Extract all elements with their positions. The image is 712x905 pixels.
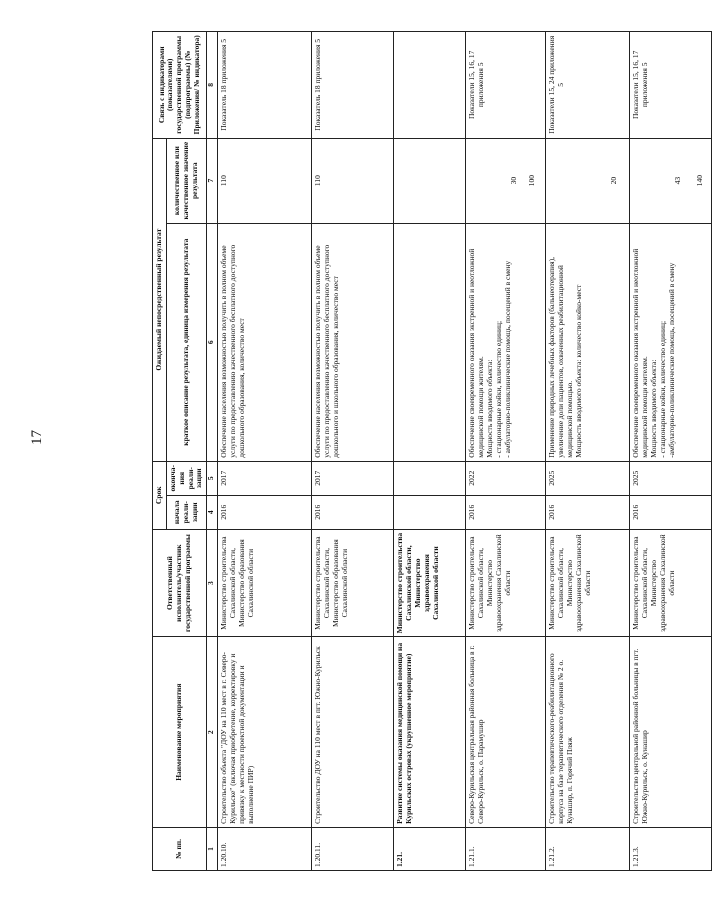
end-year [394,461,466,495]
start-year [394,495,466,529]
column-numbers-row [207,32,218,871]
result-value-item: 110 [219,175,229,187]
start-year: 2016 [218,495,312,529]
result-value-item: 100 [527,175,537,187]
table-row [218,32,312,871]
measure-name: Строительство ДОУ на 110 мест в пгт. Южно-Курильск [312,637,394,827]
column-number: 6 [207,223,218,461]
result-description [466,223,546,461]
result-value [312,138,394,223]
measures-table [152,31,712,871]
table-row [312,32,394,871]
end-year: 2025 [630,461,712,495]
result-description [218,223,312,461]
result-description [546,223,630,461]
indicator-link [394,32,466,139]
indicator-link: Показатели 15, 16, 17 приложения 5 [466,32,546,139]
indicator-link: Показатель 18 приложения 5 [312,32,394,139]
row-number: 1.21.1. [466,827,546,870]
responsible-executor: Министерство строительства Сахалинской области, Министерство здравоохранения Сахалинской области [630,529,712,637]
header-result-description: краткое описание результата, единица измерения результата [166,223,206,461]
end-year: 2025 [546,461,630,495]
result-value [394,138,466,223]
result-value-item: 30 [508,176,518,185]
column-number: 1 [207,827,218,870]
row-number: 1.20.11. [312,827,394,870]
result-value-item: 20 [609,176,619,185]
header-end: оконча-ния реали-зации [166,461,206,495]
header-indicator-link: Связь с индикаторами (показателями) государственной программы (подпрограммы) (№ Приложения/ № индикатора) [153,32,207,139]
indicator-link: Показатель 18 приложения 5 [218,32,312,139]
measure-name: Строительство терапевтического-реабилитационного корпуса на базе терапевтического отделения № 2 о. Кунашир, п. Горячий Пляж [546,637,630,827]
result-value-item: 43 [672,176,682,185]
table-row [546,32,630,871]
table-row [630,32,712,871]
measure-name: Развитие системы оказания медицинской помощи на Курильских островах (укрупненное мероприятие) [394,637,466,827]
header-measure-name: Наименование мероприятия [153,637,207,827]
end-year: 2017 [218,461,312,495]
indicator-link: Показатели 15, 16, 17 приложения 5 [630,32,712,139]
responsible-executor: Министерство строительства Сахалинской области, Министерство образования Сахалинской области [218,529,312,637]
column-number: 3 [207,529,218,637]
result-description [312,223,394,461]
table-row [394,32,466,871]
header-start: начала реали-зации [166,495,206,529]
start-year: 2016 [630,495,712,529]
result-value [466,138,546,223]
header-responsible: Ответственный исполнитель/участник государственной программы [153,529,207,637]
result-value-item: 140 [695,175,705,187]
result-description [394,223,466,461]
start-year: 2016 [546,495,630,529]
result-value [546,138,630,223]
measure-name: Строительство центральной районной больницы в пгт. Южно-Курильск, о. Кунашир [630,637,712,827]
page-number: 17 [29,430,45,445]
end-year: 2022 [466,461,546,495]
column-number: 2 [207,637,218,827]
measure-name: Северо-Курильская центральная районная больница в г. Северо-Курильск, о. Парамушир [466,637,546,827]
header-term: Срок [153,461,167,529]
result-description-text: Обеспечение населения возможностью получить в полном объеме услуги по предоставлению качественного бесплатного доступного дошкольного и школьного образования, количество мест [313,244,340,458]
header-number: № пп. [153,827,207,870]
column-number: 4 [207,495,218,529]
start-year: 2016 [466,495,546,529]
responsible-executor: Министерство строительства Сахалинской области, Министерство здравоохранения Сахалинской области [546,529,630,637]
responsible-executor: Министерство строительства Сахалинской области, Министерство здравоохранения Сахалинской области [394,529,466,637]
result-description [630,223,712,461]
column-number: 7 [207,138,218,223]
header-expected-result: Ожидаемый непосредственный результат [153,138,167,461]
start-year: 2016 [312,495,394,529]
responsible-executor: Министерство строительства Сахалинской области, Министерство здравоохранения Сахалинской области [466,529,546,637]
result-value [218,138,312,223]
indicator-link: Показатели 15, 24 приложения 5 [546,32,630,139]
result-description-text: Обеспечение своевременного оказания экстренной и неотложной медицинской помощи жителям. Мощность вводимого объекта: - стационарные койки, количество единиц; -амбулаторно-поликлинические помощь, посещений в смену [631,248,676,458]
result-value [630,138,712,223]
table-row [466,32,546,871]
row-number: 1.21. [394,827,466,870]
result-value-item: 110 [313,175,323,187]
column-number: 5 [207,461,218,495]
result-description-text: Обеспечение своевременного оказания экстренной и неотложной медицинской помощи жителям. Мощность вводимого объекта: - стационарные койки, количество единиц; - амбулаторно-поликлинические помощь, посещений в смену [467,248,512,458]
result-description-text: Обеспечение населения возможностью получить в полном объеме услуги по предоставлению качественного бесплатного доступного дошкольного образования, количество мест [219,244,246,458]
measure-name: Строительство объекта "ДОУ на 110 мест в г. Северо-Курильске" (включая приобретение, корректировку и привязку к местности проектной документации и выполнение ПИР) [218,637,312,827]
column-number: 8 [207,32,218,139]
row-number: 1.21.3. [630,827,712,870]
result-description-text: Применение природных лечебных факторов (бальнеотерапия), увеличение доли пациентов, охваченных реабилитационной медицинской помощью. Мощность вводимого объекта: количество койко-мест [547,256,583,458]
row-number: 1.21.2. [546,827,630,870]
end-year: 2017 [312,461,394,495]
header-result-value: количественное или качественное значение результата [166,138,206,223]
row-number: 1.20.10. [218,827,312,870]
responsible-executor: Министерство строительства Сахалинской области, Министерство образования Сахалинской области [312,529,394,637]
